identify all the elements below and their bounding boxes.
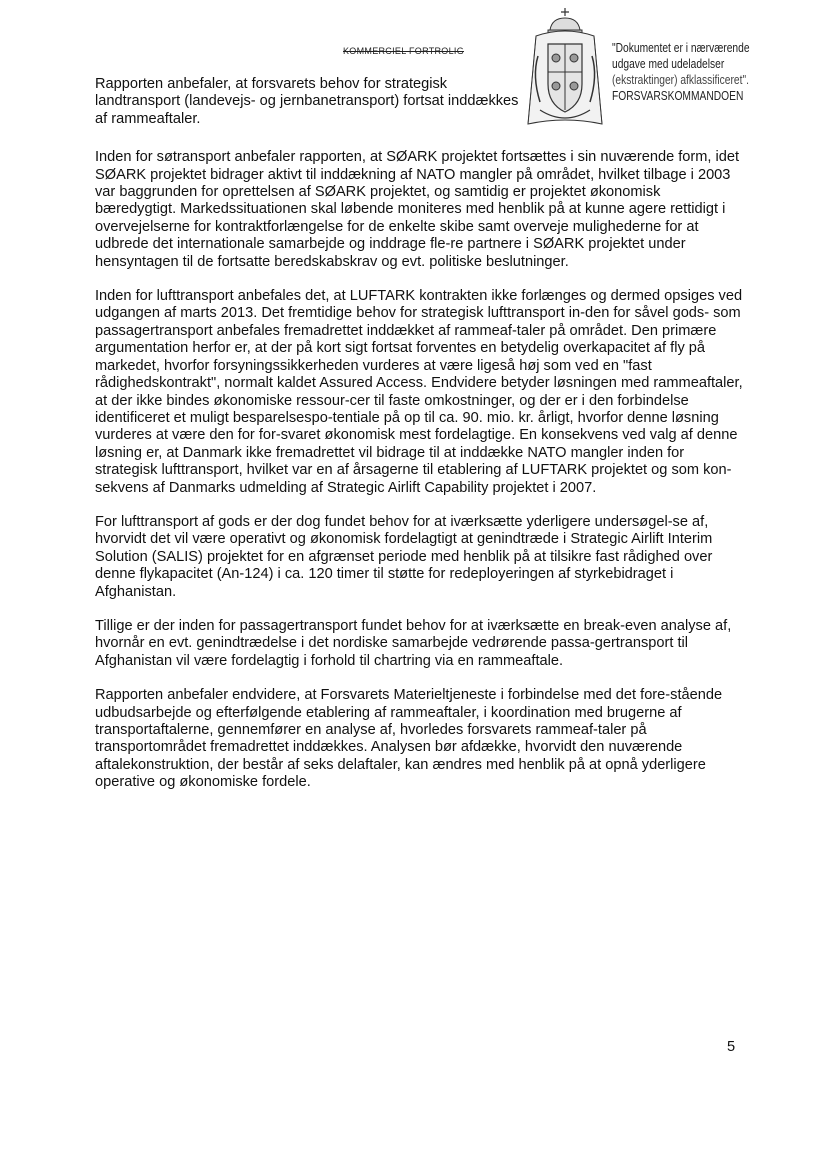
document-body [95, 76, 745, 809]
paragraph: For lufttransport af gods er der dog fundet behov for at iværksætte yderligere undersøgel-se af, hvorvidt det vil være operativt og økonomisk fordelagtigt at genindtræde i Strategic Airlift Interim Solution (SALIS) projektet for en afgrænset periode med henblik på at tilsikre fast rådighed over denne flykapacitet (An-124) i ca. 120 timer til støtte for redeployeringen af styrkebidraget i Afghanistan. [95, 513, 713, 600]
stamp-line: FORSVARSKOMMANDOEN [612, 89, 744, 103]
stamp-line: (ekstraktinger) afklassificeret". [612, 73, 749, 87]
paragraph: Tillige er der inden for passagertransport fundet behov for at iværksætte en break-even analyse af, hvornår en evt. genindtrædelse i det nordiske samarbejde vedrørende passa-gertransport til Afghanistan vil være fordelagtig i forhold til chartring via en rammeaftale. [95, 617, 732, 669]
stamp-line: udgave med udeladelser [612, 57, 725, 71]
stamp-line: "Dokumentet er i nærværende [612, 41, 750, 55]
paragraph: Rapporten anbefaler endvidere, at Forsvarets Materieltjeneste i forbindelse med det fore-stående udbudsarbejde og efterfølgende etablering af rammeaftaler, i koordination med brugerne af transportaftalerne, gennemfører en analyse af, hvorledes forsvarets rammeaf-taler på transportområdet fremadrettet inddækkes. Analysen bør afdække, hvorvidt den nuværende aftalekonstruktion, der består af seks delaftaler, kan ændres med henblik på at opnå yderligere operative og økonomiske fordele. [95, 687, 723, 791]
paragraph: Inden for lufttransport anbefales det, at LUFTARK kontrakten ikke forlænges og dermed opsiges ved udgangen af marts 2013. Det fremtidige behov for strategisk lufttransport in-den for såvel gods- som passagertransport anbefales fremadrettet inddækket af rammeaf-taler på området. Den primære argumentation herfor er, at der på kort sigt fortsat forventes en betydelig overkapacitet af fly på markedet, hvorfor forsyningssikkerheden vurderes at være ligeså høj som ved en "fast rådighedskontrakt", normalt kaldet Assured Access. Endvidere betyder løsningen med rammeaftaler, at der ikke bindes økonomiske ressour-cer til faste omkostninger, og der er i den forbindelse identificeret et muligt besparelsespo-tentiale på op til ca. 90. mio. kr. årligt, hvorfor denne løsning vurderes at være den for for-svaret økonomisk mest fordelagtige. En konsekvens ved valg af denne løsning er, at Danmark ikke fremadrettet vil bidrage til at inddække NATO mangler inden for strategisk lufttransport, hvilket var en af årsagerne til etablering af LUFTARK projektet og som kon-sekvens af Danmarks udmelding af Strategic Airlift Capability projektet i 2007. [95, 288, 743, 496]
page-number: 5 [727, 1039, 736, 1055]
paragraph: Inden for søtransport anbefaler rapporten, at SØARK projektet fortsættes i sin nuværende form, idet SØARK projektet bidrager aktivt til inddækning af NATO mangler på området, hvilket tilbage i 2003 var baggrunden for oprettelsen af SØARK projektet, og samtidig er projektet økonomisk bæredygtigt. Markedssituationen skal løbende moniteres med henblik på at kunne agere rettidigt i overvejelserne for kontraktforlængelse for de enkelte skibe samt overveje mulighederne for at udbrede det internationale samarbejde og inddrage fle-re partnere i SØARK projektet under hensyntagen til de fortsatte beredskabskrav og evt. politiske beslutninger. [95, 149, 740, 270]
paragraph: Rapporten anbefaler, at forsvarets behov for strategisk landtransport (landevejs- og jernbanetransport) fortsat inddækkes af rammeaftaler. [95, 76, 519, 127]
classification-marking: KOMMERCIEL FORTROLIG [343, 46, 465, 56]
